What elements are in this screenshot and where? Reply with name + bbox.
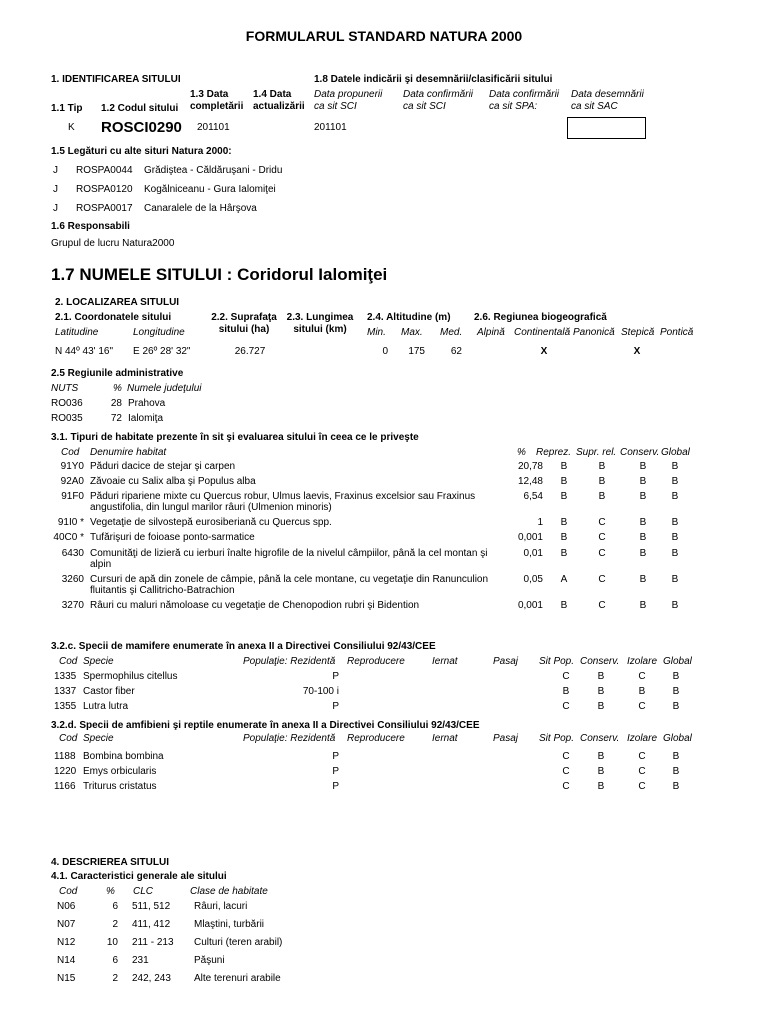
species-code: 1355	[54, 701, 77, 712]
desc-class: Păşuni	[194, 955, 225, 966]
species-name: Castor fiber	[83, 686, 135, 697]
altitude-min-header: Min.	[367, 327, 386, 338]
species-name-header: Specie	[83, 656, 114, 667]
habitat-name: Comunităţi de lizieră cu ierburi înalte higrofile de la nivelul câmpiilor, până la cel montan şi alpin	[90, 548, 488, 570]
site-pop: C	[562, 671, 570, 682]
site-pop-header: Sit Pop.	[539, 656, 575, 667]
habitat-pct: 0,01	[523, 548, 543, 559]
site-code-value: ROSCI0290	[101, 119, 182, 136]
admin-nuts: RO035	[51, 413, 83, 424]
habitat-global: B	[671, 476, 679, 487]
habitat-global: B	[671, 491, 679, 502]
habitat-supr: B	[598, 461, 606, 472]
desc-code: N14	[57, 955, 76, 966]
site-name-heading	[51, 265, 387, 285]
habitat-cons: B	[639, 491, 647, 502]
link-name: Grădiştea - Căldăruşani - Dridu	[144, 165, 283, 176]
habitat-name: Zăvoaie cu Salix alba şi Populus alba	[90, 476, 256, 487]
latitude-header: Latitudine	[55, 327, 99, 338]
reproduction-header: Reproducere	[347, 656, 405, 667]
conservation: B	[597, 766, 605, 777]
global-header: Global	[663, 656, 692, 667]
passage-header: Pasaj	[493, 656, 519, 667]
global: B	[672, 686, 680, 697]
desc-class: Culturi (teren arabil)	[194, 937, 283, 948]
wintering-header: Iernat	[432, 656, 458, 667]
isolation-header: Izolare	[627, 656, 658, 667]
habitat-pct: 0,05	[523, 574, 543, 585]
habitat-repr: A	[560, 574, 568, 585]
habitat-supr: B	[598, 476, 606, 487]
site-type-value: K	[68, 122, 75, 133]
habitat-pct: 6,54	[523, 491, 543, 502]
species-name: Triturus cristatus	[83, 781, 157, 792]
longitude-value: E 26º 28' 32"	[133, 346, 191, 357]
global: B	[672, 781, 680, 792]
update-date-header-2: actualizării	[253, 101, 305, 112]
population: P	[332, 671, 339, 682]
desc-pct: 2	[112, 919, 118, 930]
desc-clc: 511, 512	[132, 901, 171, 912]
habitat-supr: B	[598, 491, 606, 502]
coordinates-header: 2.1. Coordonatele sitului	[55, 312, 172, 323]
species-name: Lutra lutra	[83, 701, 129, 712]
habitat-code: 6430	[61, 548, 84, 559]
isolation: C	[638, 766, 646, 777]
species-name: Emys orbicularis	[83, 766, 157, 777]
conservation-header: Conserv.	[580, 733, 620, 744]
habitat-code: 91I0 *	[57, 517, 84, 528]
habitat-repr: B	[560, 548, 568, 559]
habitat-repr: B	[560, 517, 568, 528]
mammals-heading: 3.2.c. Specii de mamifere enumerate în anexa II a Directivei Consiliului 92/43/CEE	[51, 641, 436, 652]
population: P	[332, 701, 339, 712]
desc-class-header: Clase de habitate	[190, 886, 268, 897]
amphibians-heading: 3.2.d. Specii de amfibieni şi reptile enumerate în anexa II a Directivei Consiliului 92/43/CEE	[51, 720, 480, 731]
reproduction-header: Reproducere	[347, 733, 405, 744]
nuts-header: NUTS	[51, 383, 79, 394]
wintering-header: Iernat	[432, 733, 458, 744]
altitude-header: 2.4. Altitudine (m)	[367, 312, 451, 323]
conservation: B	[597, 686, 605, 697]
bio-region-label: Stepică	[621, 327, 655, 338]
desc-clc-header: CLC	[133, 886, 154, 897]
conservation: B	[597, 701, 605, 712]
link-name: Canaralele de la Hârşova	[144, 203, 257, 214]
isolation: C	[638, 701, 646, 712]
admin-pct: 28	[110, 398, 122, 409]
spa-confirmation-header: Data confirmării	[489, 89, 560, 100]
habitat-code: 91Y0	[60, 461, 84, 472]
species-name: Spermophilus citellus	[83, 671, 178, 682]
habitat-code: 3260	[61, 574, 84, 585]
habitat-global: B	[671, 548, 679, 559]
habitat-pct: 0,001	[517, 532, 543, 543]
isolation: C	[638, 671, 646, 682]
habitat-name: Vegetaţie de silvostepă eurosiberiană cu Quercus spp.	[90, 517, 332, 528]
completion-date-header-2: completării	[190, 101, 244, 112]
habitat-name: Râuri cu maluri nămoloase cu vegetaţie de Chenopodion rubri şi Bidention	[90, 600, 420, 611]
admin-county: Ialomiţa	[128, 413, 164, 424]
habitat-global-header: Global	[661, 447, 690, 458]
habitat-repr-header: Reprez.	[536, 447, 572, 458]
habitat-cons: B	[639, 548, 647, 559]
site-code-header: 1.2 Codul sitului	[101, 103, 179, 114]
bio-region-label: Continentală	[514, 327, 571, 338]
site-name-value: Coridorul Ialomiţei	[237, 265, 388, 284]
species-name-header: Specie	[83, 733, 114, 744]
link-code: ROSPA0044	[76, 165, 133, 176]
isolation-header: Izolare	[627, 733, 658, 744]
link-code: ROSPA0017	[76, 203, 133, 214]
species-code: 1337	[54, 686, 77, 697]
desc-class: Mlaştini, turbării	[194, 919, 265, 930]
desc-pct: 10	[106, 937, 118, 948]
desc-clc: 211 - 213	[132, 937, 174, 948]
completion-date-header: 1.3 Data	[190, 89, 229, 100]
sci-confirmation-header: Data confirmării	[403, 89, 474, 100]
habitat-cons: B	[639, 600, 647, 611]
habitat-name-header: Denumire habitat	[90, 447, 167, 458]
habitat-pct: 1	[537, 517, 543, 528]
habitat-supr-header: Supr. rel.	[576, 447, 617, 458]
link-code: ROSPA0120	[76, 184, 133, 195]
spa-confirmation-header-2: ca sit SPA:	[489, 101, 538, 112]
site-name-label: 1.7 NUMELE SITULUI :	[51, 265, 233, 284]
desc-code: N07	[57, 919, 76, 930]
desc-code: N12	[57, 937, 76, 948]
biogeographic-header: 2.6. Regiunea biogeografică	[474, 312, 607, 323]
habitat-code: 3270	[61, 600, 84, 611]
site-pop: B	[562, 686, 570, 697]
species-code: 1335	[54, 671, 77, 682]
altitude-med-value: 62	[450, 346, 462, 357]
altitude-max-value: 175	[408, 346, 425, 357]
longitude-header: Longitudine	[133, 327, 185, 338]
habitat-cons: B	[639, 532, 647, 543]
responsible-value: Grupul de lucru Natura2000	[51, 238, 175, 249]
habitat-supr: C	[598, 517, 606, 528]
global: B	[672, 701, 680, 712]
population: P	[332, 781, 339, 792]
habitat-cons: B	[639, 476, 647, 487]
conservation: B	[597, 781, 605, 792]
admin-heading: 2.5 Regiunile administrative	[51, 368, 184, 379]
designation-dates-heading: 1.8 Datele indicării şi desemnării/clasificării sitului	[314, 74, 553, 85]
desc-pct: 6	[112, 955, 118, 966]
habitat-cons-header: Conserv.	[620, 447, 660, 458]
bio-region-label: Alpină	[477, 327, 505, 338]
population: P	[332, 751, 339, 762]
altitude-max-header: Max.	[401, 327, 423, 338]
habitat-cons: B	[639, 517, 647, 528]
global: B	[672, 766, 680, 777]
site-pop: C	[562, 781, 570, 792]
altitude-med-header: Med.	[440, 327, 463, 338]
species-name: Bombina bombina	[83, 751, 164, 762]
habitat-supr: C	[598, 548, 606, 559]
admin-nuts: RO036	[51, 398, 83, 409]
habitat-repr: B	[560, 532, 568, 543]
habitat-pct: 20,78	[517, 461, 543, 472]
bio-region-label: Pontică	[660, 327, 694, 338]
continental-mark: X	[540, 346, 548, 357]
link-name: Kogălniceanu - Gura Ialomiţei	[144, 184, 276, 195]
area-value: 26.727	[234, 346, 266, 357]
desc-code-header: Cod	[59, 886, 78, 897]
habitat-global: B	[671, 600, 679, 611]
desc-code: N15	[57, 973, 76, 984]
proposal-date-header-2: ca sit SCI	[314, 101, 357, 112]
conservation: B	[597, 751, 605, 762]
conservation: B	[597, 671, 605, 682]
habitat-pct-header: %	[517, 447, 526, 458]
sac-designation-header: Data desemnării	[571, 89, 644, 100]
species-code-header: Cod	[59, 733, 78, 744]
county-header: Numele judeţului	[127, 383, 202, 394]
conservation-header: Conserv.	[580, 656, 620, 667]
length-header-2: sitului (km)	[293, 324, 347, 335]
altitude-min-value: 0	[382, 346, 388, 357]
admin-pct: 72	[110, 413, 122, 424]
length-header: 2.3. Lungimea	[286, 312, 354, 323]
site-pop: C	[562, 751, 570, 762]
stepic-mark: X	[633, 346, 641, 357]
habitat-repr: B	[560, 491, 568, 502]
description-heading: 4. DESCRIEREA SITULUI	[51, 857, 169, 868]
responsible-heading: 1.6 Responsabili	[51, 221, 130, 232]
latitude-value: N 44º 43' 16"	[55, 346, 114, 357]
habitat-cons: B	[639, 461, 647, 472]
location-heading: 2. LOCALIZAREA SITULUI	[55, 297, 180, 308]
habitat-name: Păduri dacice de stejar şi carpen	[90, 461, 236, 472]
passage-header: Pasaj	[493, 733, 519, 744]
desc-pct-header: %	[106, 886, 115, 897]
admin-county: Prahova	[128, 398, 166, 409]
site-pop: C	[562, 766, 570, 777]
sac-designation-header-2: ca sit SAC	[571, 101, 618, 112]
link-type: J	[53, 165, 58, 176]
site-pop-header: Sit Pop.	[539, 733, 575, 744]
habitats-heading: 3.1. Tipuri de habitate prezente în sit şi evaluarea sitului în ceea ce le priveşte	[51, 432, 419, 443]
species-code-header: Cod	[59, 656, 78, 667]
habitat-code: 92A0	[60, 476, 84, 487]
habitat-name: Păduri ripariene mixte cu Quercus robur, Ulmus laevis, Fraxinus excelsior sau Fraxinus angustifolia, din lungul marilor râuri (Ulmenion minoris)	[90, 491, 476, 513]
desc-clc: 242, 243	[132, 973, 171, 984]
admin-pct-header: %	[113, 383, 122, 394]
desc-clc: 411, 412	[132, 919, 171, 930]
bio-region-label: Panonică	[573, 327, 615, 338]
isolation: B	[638, 686, 646, 697]
habitat-supr: C	[598, 574, 606, 585]
species-code: 1220	[54, 766, 77, 777]
desc-pct: 6	[112, 901, 118, 912]
sci-confirmation-header-2: ca sit SCI	[403, 101, 446, 112]
habitat-pct: 0,001	[517, 600, 543, 611]
habitat-global: B	[671, 517, 679, 528]
population: P	[332, 766, 339, 777]
habitat-cons: B	[639, 574, 647, 585]
identification-heading: 1. IDENTIFICAREA SITULUI	[51, 74, 181, 85]
description-subheading: 4.1. Caracteristici generale ale sitului	[51, 871, 227, 882]
site-pop: C	[562, 701, 570, 712]
proposal-date-header: Data propunerii	[314, 89, 383, 100]
habitat-code-header: Cod	[61, 447, 80, 458]
desc-pct: 2	[112, 973, 118, 984]
habitat-global: B	[671, 532, 679, 543]
isolation: C	[638, 751, 646, 762]
update-date-header: 1.4 Data	[253, 89, 292, 100]
habitat-code: 91F0	[61, 491, 84, 502]
desc-class: Râuri, lacuri	[194, 901, 248, 912]
desc-code: N06	[57, 901, 76, 912]
habitat-pct: 12,48	[517, 476, 543, 487]
habitat-name: Tufărişuri de foioase ponto-sarmatice	[90, 532, 255, 543]
global-header: Global	[663, 733, 692, 744]
habitat-supr: C	[598, 600, 606, 611]
habitat-global: B	[671, 461, 679, 472]
habitat-name: Cursuri de apă din zonele de câmpie, până la cele montane, cu vegetaţie din Ranunculion fluitantis şi Callitricho-Batrachion	[90, 574, 489, 596]
global: B	[672, 671, 680, 682]
type-header: 1.1 Tip	[51, 103, 83, 114]
habitat-repr: B	[560, 476, 568, 487]
global: B	[672, 751, 680, 762]
area-header: 2.2. Suprafaţa	[211, 312, 277, 323]
species-code: 1188	[54, 751, 76, 762]
desc-clc: 231	[132, 955, 149, 966]
habitat-code: 40C0 *	[53, 532, 84, 543]
proposal-date-value: 201101	[314, 122, 347, 133]
habitat-repr: B	[560, 461, 568, 472]
habitat-repr: B	[560, 600, 568, 611]
link-type: J	[53, 203, 58, 214]
desc-class: Alte terenuri arabile	[194, 973, 281, 984]
population-header: Populaţie: Rezidentă	[243, 656, 336, 667]
population-header: Populaţie: Rezidentă	[243, 733, 336, 744]
links-heading: 1.5 Legături cu alte situri Natura 2000:	[51, 146, 232, 157]
habitat-supr: C	[598, 532, 606, 543]
species-code: 1166	[54, 781, 76, 792]
sac-date-box	[567, 117, 646, 139]
habitat-global: B	[671, 574, 679, 585]
population: 70-100 i	[302, 686, 339, 697]
document-title: FORMULARUL STANDARD NATURA 2000	[245, 28, 523, 44]
completion-date-value: 201101	[197, 122, 230, 133]
isolation: C	[638, 781, 646, 792]
link-type: J	[53, 184, 58, 195]
area-header-2: sitului (ha)	[218, 324, 270, 335]
